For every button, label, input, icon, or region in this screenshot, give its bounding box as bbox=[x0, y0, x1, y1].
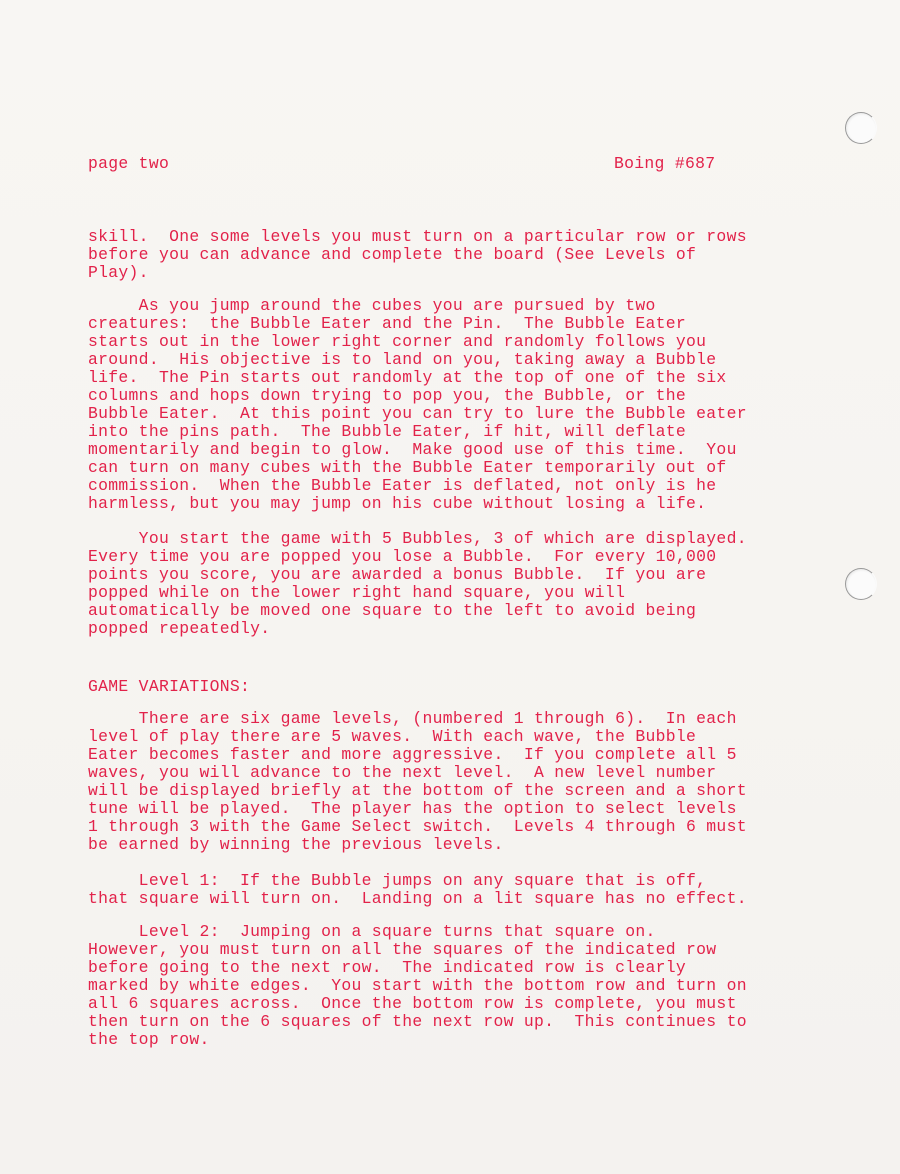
paragraph: You start the game with 5 Bubbles, 3 of which are displayed. Every time you are popped you lose a Bubble. For every 10,000 points you score, you are awarded a bonus Bubble. If you are popped while on the lower right hand square, you will automatically be moved one square to the left to avoid being popped repeatedly. bbox=[88, 529, 747, 638]
paragraph: Level 2: Jumping on a square turns that square on. However, you must turn on all the squares of the indicated row before going to the next row. The indicated row is clearly marked by white edges. You start with the bottom row and turn on all 6 squares across. Once the bottom row is complete, you must then turn on the 6 squares of the next row up. This continues to the top row. bbox=[88, 922, 747, 1049]
paragraph: As you jump around the cubes you are pursued by two creatures: the Bubble Eater and the Pin. The Bubble Eater starts out in the lower right corner and randomly follows you around. His objective is to land on you, taking away a Bubble life. The Pin starts out randomly at the top of one of the six columns and hops down trying to pop you, the Bubble, or the Bubble Eater. At this point you can try to lure the Bubble eater into the pins path. The Bubble Eater, if hit, will deflate momentarily and begin to glow. Make good use of this time. You can turn on many cubes with the Bubble Eater temporarily out of commission. When the Bubble Eater is deflated, not only is he harmless, but you may jump on his cube without losing a life. bbox=[88, 296, 747, 513]
punch-hole bbox=[845, 568, 877, 600]
punch-hole bbox=[845, 112, 877, 144]
paragraph: Level 1: If the Bubble jumps on any square that is off, that square will turn on. Landing on a lit square has no effect. bbox=[88, 871, 747, 908]
paragraph: skill. One some levels you must turn on a particular row or rows before you can advance and complete the board (See Levels of Play). bbox=[88, 227, 747, 282]
paragraph: There are six game levels, (numbered 1 through 6). In each level of play there are 5 waves. With each wave, the Bubble Eater becomes faster and more aggressive. If you complete all 5 waves, you will advance to the next level. A new level number will be displayed briefly at the bottom of the screen and a short tune will be played. The player has the option to select levels 1 through 3 with the Game Select switch. Levels 4 through 6 must be earned by winning the previous levels. bbox=[88, 709, 747, 854]
section-heading: GAME VARIATIONS: bbox=[88, 677, 251, 696]
page-number: page two bbox=[88, 154, 170, 173]
document-id: Boing #687 bbox=[614, 154, 716, 173]
